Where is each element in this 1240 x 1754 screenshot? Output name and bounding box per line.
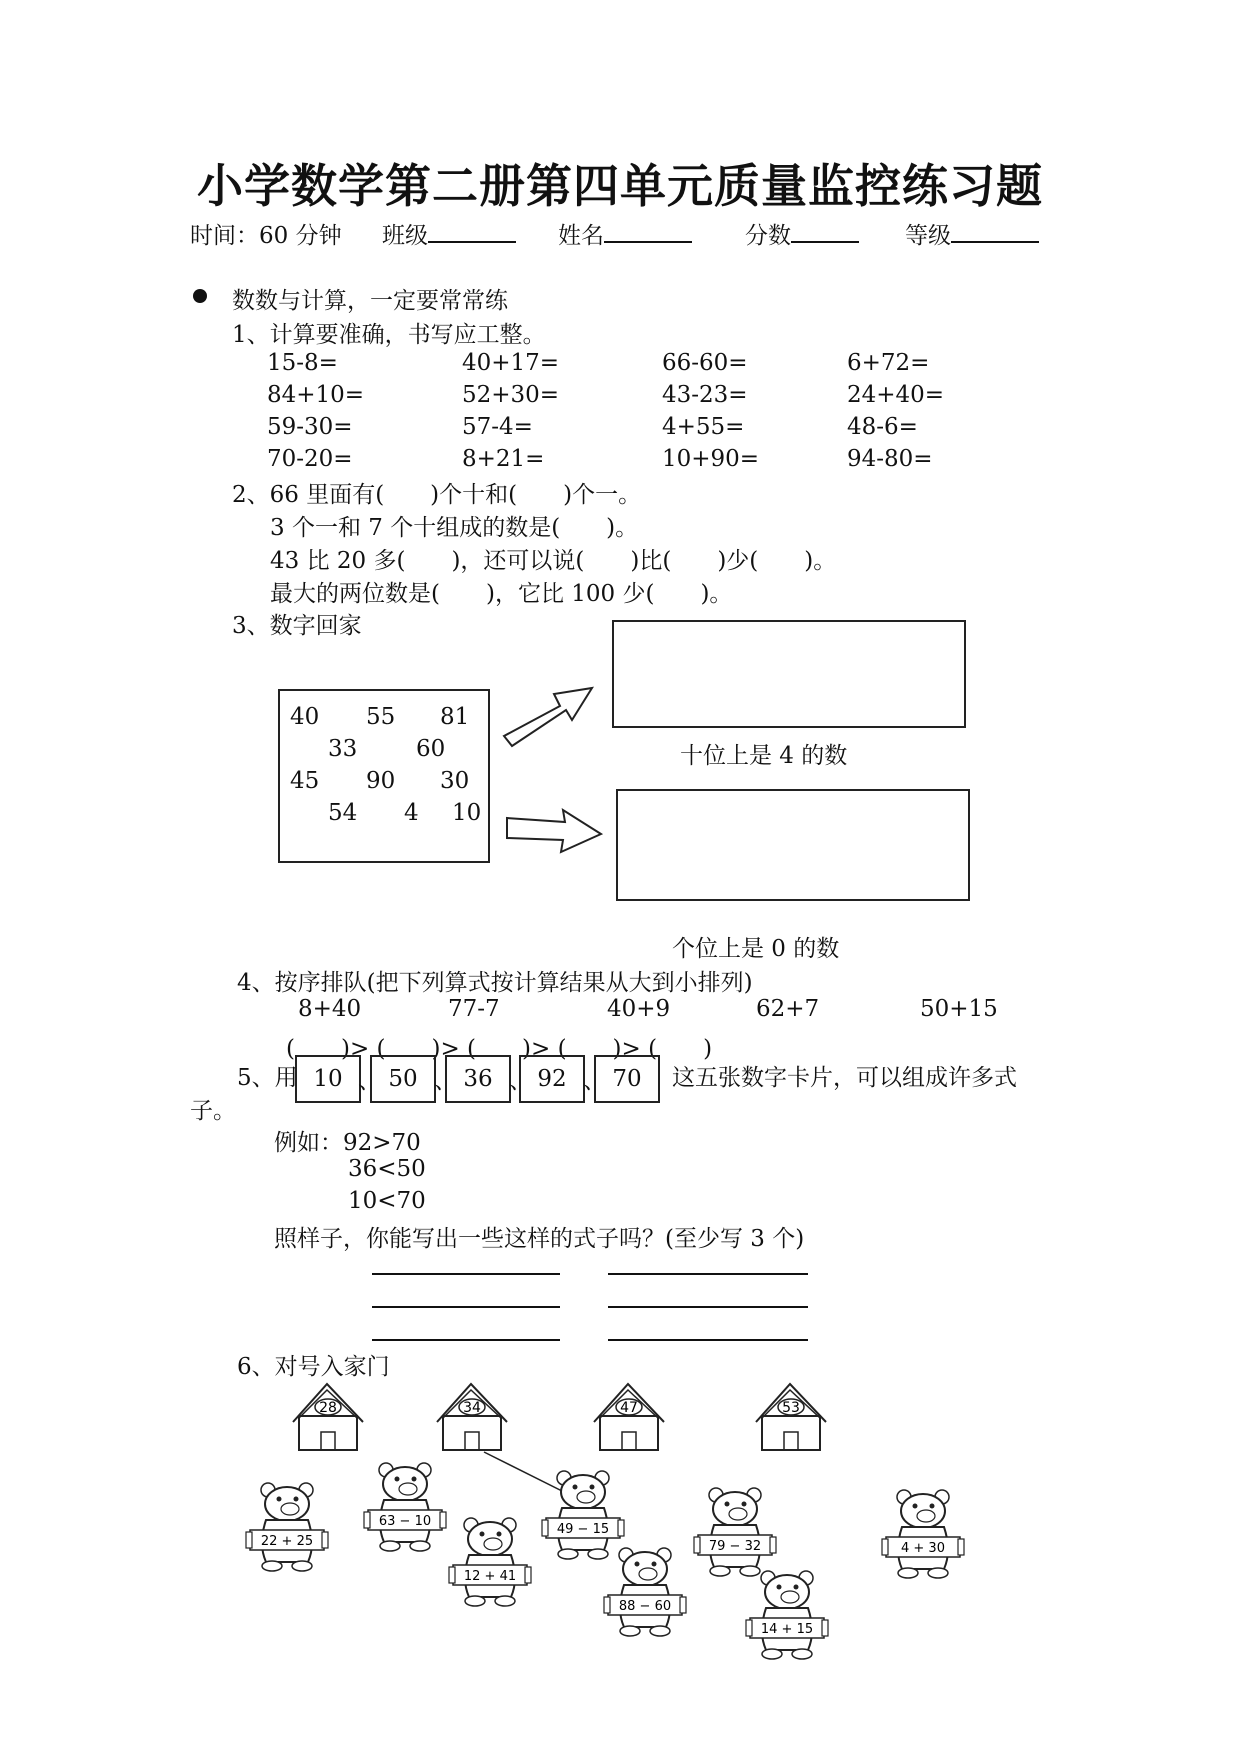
house-number: 53: [782, 1400, 800, 1416]
q1-title: 1、计算要准确，书写应工整。: [232, 322, 546, 348]
class-label: 班级: [382, 223, 428, 249]
calc-problem: 6+72=: [847, 350, 930, 376]
calc-problem: 40+17=: [462, 350, 560, 376]
score-field: [745, 217, 859, 250]
section-title: 数数与计算，一定要常常练: [232, 288, 508, 314]
bear-icon[interactable]: [602, 1545, 688, 1637]
arrow-up-right-icon: [500, 680, 600, 750]
number-card-4: 92: [519, 1055, 585, 1103]
pool-number[interactable]: 81: [440, 704, 470, 730]
bear-expression: 63 − 10: [378, 1514, 432, 1529]
house-icon: [588, 1378, 668, 1454]
house-number: 28: [319, 1400, 337, 1416]
calc-problem: 66-60=: [662, 350, 748, 376]
q2-line-3: 43 比 20 多( )，还可以说( )比( )少( )。: [270, 548, 837, 574]
number-card-5: 70: [594, 1055, 660, 1103]
q4-item-3: 40+9: [607, 996, 671, 1022]
card-separator: 、: [509, 1068, 532, 1094]
pool-number[interactable]: 54: [328, 800, 358, 826]
q2-line-4: 最大的两位数是( )，它比 100 少( )。: [270, 581, 733, 607]
grade-label: 等级: [905, 223, 951, 249]
answer-line[interactable]: [372, 1306, 560, 1308]
answer-line[interactable]: [372, 1273, 560, 1275]
calc-problem: 24+40=: [847, 382, 945, 408]
bear-expression: 12 + 41: [463, 1569, 517, 1584]
pool-number[interactable]: 60: [416, 736, 446, 762]
q2-line-2: 3 个一和 7 个十组成的数是( )。: [270, 515, 639, 541]
arrow-right-icon: [505, 808, 605, 858]
number-card-1: 10: [295, 1055, 361, 1103]
bear-icon[interactable]: [692, 1485, 778, 1577]
q4-title: 4、按序排队(把下列算式按计算结果从大到小排列): [237, 970, 753, 996]
calc-problem: 59-30=: [267, 414, 353, 440]
name-blank[interactable]: [604, 219, 692, 243]
q5-suffix-wrap: 子。: [190, 1098, 236, 1124]
bear-icon[interactable]: [880, 1487, 966, 1579]
card-separator: 、: [358, 1068, 381, 1094]
tens-4-answer-box[interactable]: [612, 620, 966, 728]
bear-expression: 14 + 15: [760, 1622, 814, 1637]
score-label: 分数: [745, 223, 791, 249]
q5-example-2: 36<50: [348, 1156, 426, 1182]
card-separator: 、: [583, 1068, 606, 1094]
q2-line-1: 2、66 里面有( )个十和( )个一。: [232, 482, 642, 508]
name-label: 姓名: [558, 223, 604, 249]
calc-problem: 10+90=: [662, 446, 760, 472]
number-card-2: 50: [370, 1055, 436, 1103]
house-icon: [750, 1378, 830, 1454]
calc-problem: 70-20=: [267, 446, 353, 472]
house-number: 47: [620, 1400, 638, 1416]
bear-expression: 4 + 30: [901, 1541, 945, 1556]
calc-problem: 52+30=: [462, 382, 560, 408]
house-number: 34: [463, 1400, 481, 1416]
class-blank[interactable]: [428, 219, 516, 243]
q5-example-3: 10<70: [348, 1188, 426, 1214]
calc-problem: 8+21=: [462, 446, 545, 472]
bear-expression: 22 + 25: [260, 1534, 314, 1549]
pool-number[interactable]: 55: [366, 704, 396, 730]
calc-problem: 15-8=: [267, 350, 338, 376]
number-card-3: 36: [445, 1055, 511, 1103]
q5-example-1: 例如：92>70: [274, 1130, 421, 1156]
q6-title: 6、对号入家门: [237, 1354, 390, 1380]
q4-item-4: 62+7: [756, 996, 820, 1022]
time-limit: 时间：60 分钟: [190, 223, 342, 249]
bear-expression: 79 − 32: [708, 1539, 762, 1554]
q5-suffix: 这五张数字卡片，可以组成许多式: [672, 1065, 1017, 1091]
pool-number[interactable]: 33: [328, 736, 358, 762]
pool-number[interactable]: 40: [290, 704, 320, 730]
calc-problem: 57-4=: [462, 414, 533, 440]
q4-item-1: 8+40: [298, 996, 362, 1022]
bear-icon[interactable]: [362, 1460, 448, 1552]
pool-number[interactable]: 4: [404, 800, 419, 826]
bear-expression: 49 − 15: [556, 1522, 610, 1537]
calc-problem: 48-6=: [847, 414, 918, 440]
card-separator: 、: [434, 1068, 457, 1094]
q5-prompt: 照样子，你能写出一些这样的式子吗？(至少写 3 个): [274, 1226, 805, 1252]
calc-problem: 84+10=: [267, 382, 365, 408]
pool-number[interactable]: 90: [366, 768, 396, 794]
pool-number[interactable]: 10: [452, 800, 482, 826]
bear-expression: 88 − 60: [618, 1599, 672, 1614]
calc-problem: 43-23=: [662, 382, 748, 408]
q4-item-2: 77-7: [448, 996, 500, 1022]
page-title: 小学数学第二册第四单元质量监控练习题: [197, 159, 1043, 213]
bear-icon[interactable]: [447, 1515, 533, 1607]
q3-title: 3、数字回家: [232, 613, 362, 639]
answer-line[interactable]: [608, 1273, 808, 1275]
name-field: [558, 217, 692, 250]
grade-field: [905, 217, 1039, 250]
class-field: [382, 217, 516, 250]
answer-line[interactable]: [608, 1339, 808, 1341]
house-icon: [431, 1378, 511, 1454]
grade-blank[interactable]: [951, 219, 1039, 243]
bear-icon[interactable]: [244, 1480, 330, 1572]
q4-item-5: 50+15: [920, 996, 998, 1022]
ones-0-label: 个位上是 0 的数: [672, 936, 840, 962]
bullet-icon: [193, 289, 207, 303]
bear-icon[interactable]: [744, 1568, 830, 1660]
q5-prefix: 5、用: [237, 1065, 298, 1091]
q4-order-line: ( )> ( )> ( )> ( )> ( ): [286, 1036, 713, 1062]
pool-number[interactable]: 30: [440, 768, 470, 794]
calc-problem: 94-80=: [847, 446, 933, 472]
answer-line[interactable]: [608, 1306, 808, 1308]
house-icon: [287, 1378, 367, 1454]
calc-problem: 4+55=: [662, 414, 745, 440]
pool-number[interactable]: 45: [290, 768, 320, 794]
score-blank[interactable]: [791, 219, 859, 243]
ones-0-answer-box[interactable]: [616, 789, 970, 901]
answer-line[interactable]: [372, 1339, 560, 1341]
tens-4-label: 十位上是 4 的数: [680, 743, 848, 769]
